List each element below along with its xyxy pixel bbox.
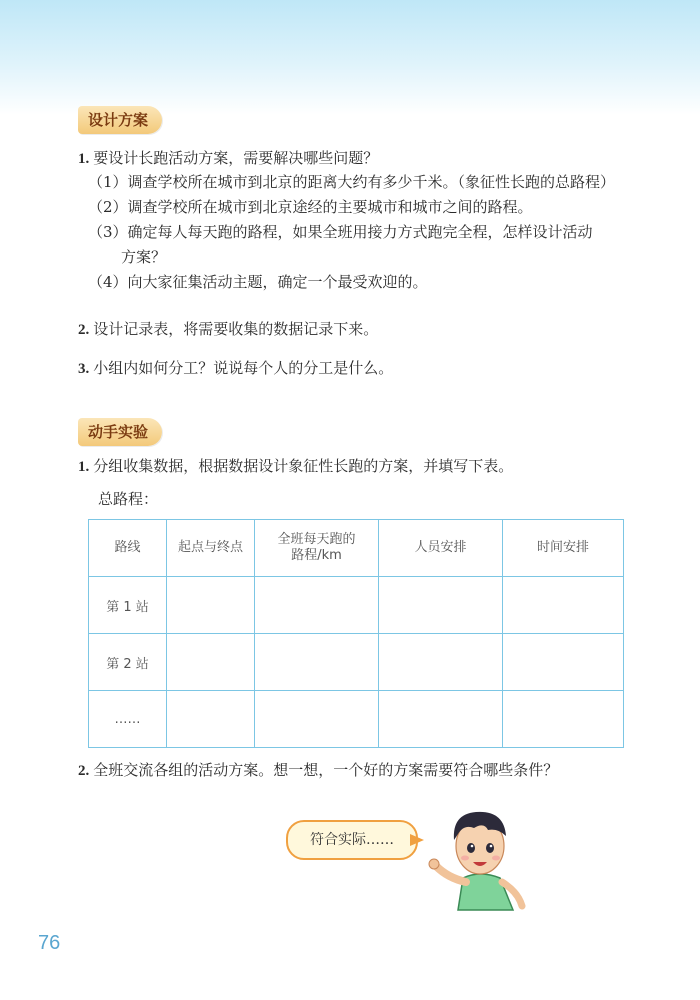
row-label: ……	[89, 691, 167, 748]
item-text: 小组内如何分工？说说每个人的分工是什么。	[93, 359, 394, 377]
table-cell	[255, 634, 379, 691]
header-cell: 路线	[89, 520, 167, 577]
boy-hand	[429, 859, 439, 869]
list-item	[88, 271, 428, 293]
header-cell: 起点与终点	[167, 520, 255, 577]
list-item	[78, 318, 378, 341]
header-cell: 全班每天跑的路程/km	[255, 520, 379, 577]
header-band	[0, 0, 700, 115]
table-cell	[255, 691, 379, 748]
item-text: 全班交流各组的活动方案。想一想，一个好的方案需要符合哪些条件？	[93, 761, 559, 779]
item-number: 2.	[78, 763, 90, 779]
table-cell	[167, 577, 255, 634]
table-row	[89, 634, 624, 691]
boy-eye	[467, 843, 475, 853]
boy-illustration	[418, 800, 533, 915]
item-number: 2.	[78, 322, 90, 338]
table-cell	[379, 577, 503, 634]
item-text: （1）调查学校所在城市到北京的距离大约有多少千米。（象征性长跑的总路程）	[88, 173, 616, 191]
item-text: 要设计长跑活动方案，需要解决哪些问题？	[93, 149, 379, 167]
boy-eye	[486, 843, 494, 853]
item-number: 3.	[78, 361, 90, 377]
table-cell	[503, 577, 624, 634]
item-text: 设计记录表，将需要收集的数据记录下来。	[93, 320, 379, 338]
table-row	[89, 577, 624, 634]
table-row	[89, 691, 624, 748]
table-cell	[379, 634, 503, 691]
total-distance-label: 总路程：	[98, 490, 159, 508]
table-cell	[167, 634, 255, 691]
header-cell: 人员安排	[379, 520, 503, 577]
list-item-continued	[121, 246, 166, 268]
list-item	[78, 357, 393, 380]
row-label: 第 2 站	[89, 634, 167, 691]
list-item	[78, 759, 558, 782]
item-text: 方案？	[121, 248, 167, 266]
list-item	[78, 455, 513, 478]
header-cell: 时间安排	[503, 520, 624, 577]
table-header-row	[89, 520, 624, 577]
row-label: 第 1 站	[89, 577, 167, 634]
item-number: 1.	[78, 459, 90, 475]
boy-arm	[436, 866, 466, 882]
list-item	[88, 221, 593, 243]
plan-table	[88, 519, 624, 748]
table-cell	[255, 577, 379, 634]
section-tag-design: 设计方案	[78, 106, 162, 134]
item-text: （3）确定每人每天跑的路程，如果全班用接力方式跑完全程，怎样设计活动	[88, 223, 593, 241]
page-number: 76	[38, 932, 61, 954]
speech-bubble: 符合实际……	[286, 820, 418, 860]
section-tag-experiment: 动手实验	[78, 418, 162, 446]
item-text: （4）向大家征集活动主题，确定一个最受欢迎的。	[88, 273, 428, 291]
list-item	[88, 171, 615, 193]
list-item	[78, 147, 378, 170]
item-text: 分组收集数据，根据数据设计象征性长跑的方案，并填写下表。	[93, 457, 514, 475]
table-cell	[167, 691, 255, 748]
item-number: 1.	[78, 151, 90, 167]
item-text: （2）调查学校所在城市到北京途经的主要城市和城市之间的路程。	[88, 198, 533, 216]
list-item	[88, 196, 533, 218]
table-cell	[503, 634, 624, 691]
table-cell	[503, 691, 624, 748]
table-cell	[379, 691, 503, 748]
